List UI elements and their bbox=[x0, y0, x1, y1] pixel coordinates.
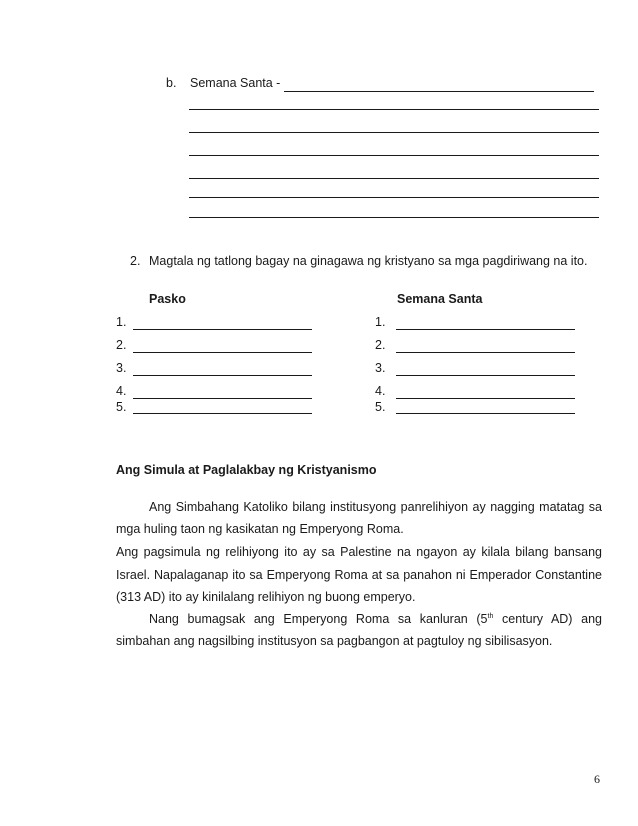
paragraph-line bbox=[116, 541, 602, 564]
list-number: 5. bbox=[116, 400, 127, 414]
paragraph-text-part: century AD) ang bbox=[493, 612, 602, 626]
list-number: 2. bbox=[116, 338, 127, 352]
list-number: 5. bbox=[375, 400, 386, 414]
paragraph-text bbox=[149, 612, 602, 626]
paragraph-line bbox=[116, 518, 602, 541]
answer-line[interactable] bbox=[133, 398, 312, 399]
paragraph-text-part: Nang bumagsak ang Emperyong Roma sa kanluran (5 bbox=[149, 612, 488, 626]
paragraph-line bbox=[149, 496, 602, 519]
answer-line[interactable] bbox=[189, 217, 599, 218]
answer-line[interactable] bbox=[396, 413, 575, 414]
answer-line[interactable] bbox=[396, 329, 575, 330]
list-number: 3. bbox=[375, 361, 386, 375]
pasko-heading: Pasko bbox=[149, 292, 186, 306]
paragraph-line bbox=[116, 630, 602, 653]
page-number: 6 bbox=[594, 772, 600, 786]
paragraph-text: mga huling taon ng kasikatan ng Emperyong Roma. bbox=[116, 522, 404, 536]
section-heading: Ang Simula at Paglalakbay ng Kristyanismo bbox=[116, 463, 377, 477]
answer-line[interactable] bbox=[133, 329, 312, 330]
semana-santa-label: Semana Santa - bbox=[190, 76, 281, 90]
answer-line[interactable] bbox=[189, 109, 599, 110]
semana-santa-heading: Semana Santa bbox=[397, 292, 483, 306]
answer-line[interactable] bbox=[133, 375, 312, 376]
item-number-2: 2. bbox=[130, 254, 141, 268]
list-number: 4. bbox=[375, 384, 386, 398]
list-number: 3. bbox=[116, 361, 127, 375]
answer-line[interactable] bbox=[284, 91, 594, 92]
paragraph-text: simbahan ang nagsilbing institusyon sa pagbangon at pagtuloy ng sibilisasyon. bbox=[116, 634, 553, 648]
list-number: 1. bbox=[375, 315, 386, 329]
paragraph-text: Ang Simbahang Katoliko bilang institusyong panrelihiyon ay nagging matatag sa bbox=[149, 500, 602, 514]
answer-line[interactable] bbox=[189, 197, 599, 198]
paragraph-line bbox=[149, 608, 602, 631]
paragraph-text: (313 AD) ito ay kinilalang relihiyon ng buong emperyo. bbox=[116, 590, 416, 604]
list-number: 2. bbox=[375, 338, 386, 352]
item-marker-b: b. bbox=[166, 76, 177, 90]
answer-line[interactable] bbox=[396, 375, 575, 376]
answer-line[interactable] bbox=[189, 155, 599, 156]
answer-line[interactable] bbox=[133, 352, 312, 353]
item-2-instruction: Magtala ng tatlong bagay na ginagawa ng kristyano sa mga pagdiriwang na ito. bbox=[149, 254, 588, 268]
answer-line[interactable] bbox=[189, 178, 599, 179]
list-number: 4. bbox=[116, 384, 127, 398]
answer-line[interactable] bbox=[396, 352, 575, 353]
answer-line[interactable] bbox=[189, 132, 599, 133]
paragraph-text: Ang pagsimula ng relihiyong ito ay sa Palestine na ngayon ay kilala bilang bansang bbox=[116, 545, 602, 559]
paragraph-text: Israel. Napalaganap ito sa Emperyong Roma at sa panahon ni Emperador Constantine bbox=[116, 568, 602, 582]
answer-line[interactable] bbox=[133, 413, 312, 414]
list-number: 1. bbox=[116, 315, 127, 329]
answer-line[interactable] bbox=[396, 398, 575, 399]
paragraph-line bbox=[116, 564, 602, 587]
paragraph-line bbox=[116, 586, 602, 609]
superscript: th bbox=[487, 612, 494, 620]
